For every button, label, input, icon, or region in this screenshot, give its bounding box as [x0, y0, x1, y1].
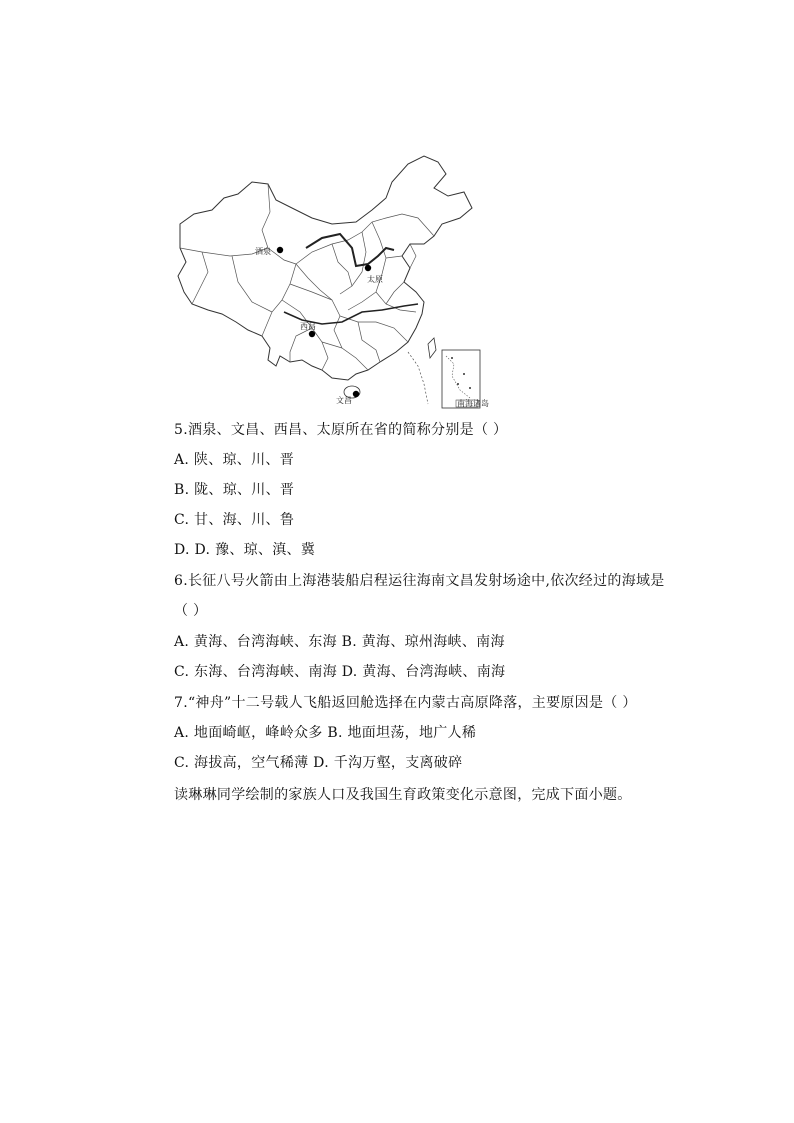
- question-7-options-cd: C. 海拔高，空气稀薄 D. 千沟万壑，支离破碎: [174, 755, 463, 771]
- china-outline: [178, 156, 472, 380]
- question-5-option-c: C. 甘、海、川、鲁: [174, 512, 295, 528]
- china-map-svg: [172, 152, 489, 410]
- inset-label: 南海诸岛: [457, 399, 489, 408]
- taiwan-island: [428, 338, 436, 358]
- question-5-option-a: A. 陕、琼、川、晋: [174, 452, 295, 468]
- question-7-stem: 7.“神舟”十二号载人飞船返回舱选择在内蒙古高原降落，主要原因是（ ）: [174, 695, 637, 711]
- question-6-stem: 6.长征八号火箭由上海港装船启程运往海南文昌发射场途中,依次经过的海域是: [174, 573, 665, 589]
- reading-prompt: 读琳琳同学绘制的家族人口及我国生育政策变化示意图，完成下面小题。: [174, 787, 632, 803]
- question-5-stem: 5.酒泉、文昌、西昌、太原所在省的简称分别是（ ）: [174, 422, 508, 438]
- question-6-options-cd: C. 东海、台湾海峡、南海 D. 黄海、台湾海峡、南海: [174, 664, 506, 680]
- question-7-options-ab: A. 地面崎岖，峰岭众多 B. 地面坦荡，地广人稀: [174, 725, 477, 741]
- question-5-option-b: B. 陇、琼、川、晋: [174, 482, 295, 498]
- jiuquan-marker: [277, 247, 283, 253]
- xichang-marker: [309, 331, 315, 337]
- xichang-label: 西昌: [300, 322, 316, 331]
- taiyuan-marker: [365, 265, 371, 271]
- sea-boundary: [408, 352, 428, 404]
- wenchang-label: 文昌: [336, 396, 352, 405]
- south-sea-inset: [442, 350, 489, 408]
- question-6-stem-cont: （ ）: [174, 603, 208, 619]
- question-6-options-ab: A. 黄海、台湾海峡、东海 B. 黄海、琼州海峡、南海: [174, 634, 505, 650]
- taiyuan-label: 太原: [367, 275, 383, 284]
- wenchang-marker: [353, 391, 359, 397]
- china-map: [172, 152, 489, 410]
- question-5-option-d: D. D. 豫、琼、滇、冀: [174, 542, 316, 558]
- jiuquan-label: 酒泉: [255, 247, 271, 256]
